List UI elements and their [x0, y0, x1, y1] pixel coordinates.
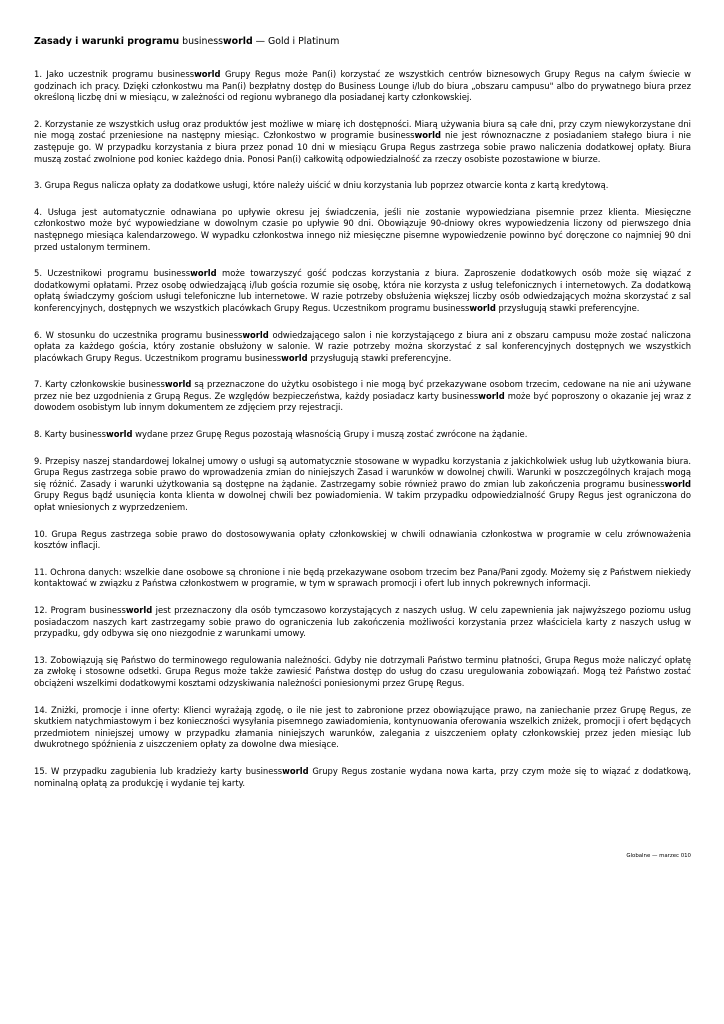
paragraph-text: 4. Usługa jest automatycznie odnawiana po upływie okresu jej świadczenia, jeśli nie zostanie wypowiedziana pisemnie przez klienta. Miesięczne członkostwo może być wypowiedziane w dowolnym czasie po upływie 90 dni. Obowiązuje 90-dniowy okres wypowiedzenia liczony od pierwszego dnia następnego miesiąca kalendarzowego. W wypadku członkostwa innego niż miesięczne pisemne wypowiedzenie powinno być doręczone co najmniej 90 dni przed ustalonym terminem. — [34, 206, 691, 252]
brand-word: world — [469, 302, 496, 313]
term-paragraph — [34, 766, 691, 789]
title-main: Zasady i warunki programu — [34, 36, 180, 47]
paragraph-text: nie jest równoznaczne z posiadaniem stałego biura i nie zastępuje go. W przypadku korzystania z biura przez ponad 10 dni w miesiącu Grupa Regus zastrzega sobie prawo naliczenia dodatkowej opłaty. Biura muszą zostać zwolnione pod koniec każdego dnia. Ponosi Pan(i) całkowitą odpowiedzialność za rzeczy osobiste pozostawione w biurze. — [34, 130, 691, 164]
brand-word: world — [281, 352, 308, 363]
title-rest: — Gold i Platinum — [252, 36, 340, 47]
paragraph-text: 14. Zniżki, promocje i inne oferty: Klienci wyrażają zgodę, o ile nie jest to zabronione przez obowiązujące prawo, na zaniechanie przez Grupę Regus, ze skutkiem natychmiastowym i bez konieczności wysyłania pisemnego zawiadomienia, kontynuowania oferowania wszelkich zniżek, promocji i ofert będących przedmiotem niniejszej umowy w przypadku złamania niniejszych warunków, zalegania z uiszczeniem opłaty członkowskiej przez jeden miesiąc lub dwukrotnego spóźnienia z uiszczeniem opłaty za dowolne dwa miesiące. — [34, 704, 691, 750]
term-paragraph — [34, 119, 691, 165]
title-brand-prefix: business — [179, 36, 223, 47]
brand-word: world — [414, 130, 441, 141]
brand-word: world — [190, 268, 217, 279]
term-paragraph — [34, 567, 691, 590]
term-paragraph — [34, 456, 691, 514]
term-paragraph — [34, 429, 691, 441]
paragraph-text: przysługują stawki preferencyjne. — [495, 302, 640, 313]
paragraph-text: 9. Przepisy naszej standardowej lokalnej umowy o usługi są automatycznie stosowane w wypadku korzystania z jakichkolwiek usług lub użytkowania biura. Grupa Regus zastrzega sobie prawo do wprowadzenia zmian do niniejszych Zasad i warunków w dowolnej chwili. Warunki w poszczególnych krajach mogą się różnić. Zasady i warunki użytkowania są dostępne na żądanie. Zastrzegamy sobie również prawo do zmian lub zakończenia programu business — [34, 455, 691, 489]
term-paragraph — [34, 268, 691, 314]
paragraph-text: Grupy Regus może Pan(i) korzystać ze wszystkich centrów biznesowych Grupy Regus na całym świecie w godzinach ich pracy. Dzięki członkostwu ma Pan(i) bezpłatny dostęp do Business Lounge i/lub do biura „obszaru campusu" albo do prywatnego biura przez określoną liczbę dni w miesiącu, w zależności od regionu wybranego dla posiadanej karty członkowskiej. — [34, 69, 691, 103]
paragraph-text: odwiedzającego salon i nie korzystającego z biura ani z obszaru campusu może zostać naliczona opłata za każdego gościa, który zostanie obsłużony w salonie. W razie potrzeby można skorzystać z sal konferencyjnych dostępnych we wszystkich placówkach Grupy Regus. Uczestnikom programu business — [34, 329, 691, 363]
term-paragraph — [34, 69, 691, 104]
paragraph-text: 1. Jako uczestnik programu business — [34, 69, 195, 79]
paragraph-text: 8. Karty business — [34, 429, 106, 440]
terms-list — [34, 69, 691, 789]
paragraph-text: 2. Korzystanie ze wszystkich usług oraz produktów jest możliwe w miarę ich dostępności. Miarą używania biura są całe dni, przy czym niewykorzystane dni nie mogą zostać przeniesione na następny miesiąc. Członkostwo w programie business — [34, 118, 691, 141]
term-paragraph — [34, 180, 691, 192]
paragraph-text: 10. Grupa Regus zastrzega sobie prawo do dostosowywania opłaty członkowskiej w chwili odnawiania członkostwa w programie w celu zrównoważenia kosztów inflacji. — [34, 528, 691, 551]
paragraph-text: są przeznaczone do użytku osobistego i nie mogą być przekazywane osobom trzecim, cedowane na nie ani używane przez nie bez uzgodnienia z Grupą Regus. Ze względów bezpieczeństwa, każdy posiadacz karty business — [34, 379, 691, 401]
paragraph-text: 5. Uczestnikowi programu business — [34, 268, 191, 279]
paragraph-text: Grupy Regus zostanie wydana nowa karta, przy czym może się to wiązać z dodatkową, nominalną opłatą za produkcję i wydanie tej karty. — [34, 765, 691, 788]
brand-word: world — [242, 329, 269, 340]
brand-word: world — [282, 765, 309, 776]
paragraph-text: 12. Program business — [34, 605, 126, 615]
document-title — [34, 36, 691, 48]
brand-word: world — [164, 379, 192, 390]
paragraph-text: wydane przez Grupę Regus pozostają własnością Grupy i muszą zostać zwrócone na żądanie. — [132, 429, 528, 440]
term-paragraph — [34, 379, 691, 414]
paragraph-text: 11. Ochrona danych: wszelkie dane osobowe są chronione i nie będą przekazywane osobom trzecim bez Pana/Pani zgody. Możemy się z Państwem niekiedy kontaktować w związku z Państwa członkostwem w programie, w tym w sprawach promocji i ofert lub innych pokrewnych informacji. — [34, 566, 691, 589]
paragraph-text: przysługują stawki preferencyjne. — [307, 352, 452, 363]
footer-note: Globalne — marzec 010 — [626, 853, 691, 859]
paragraph-text: 6. W stosunku do uczestnika programu business — [34, 329, 243, 340]
brand-word: world — [664, 478, 691, 489]
brand-word: world — [478, 390, 505, 401]
paragraph-text: może być poproszony o okazanie jej wraz z dowodem osobistym lub innym dokumentem ze zdjęciem przy rejestracji. — [34, 390, 691, 413]
paragraph-text: 13. Zobowiązują się Państwo do terminowego regulowania należności. Gdyby nie dotrzymali Państwo terminu płatności, Grupa Regus może naliczyć opłatę za zwłokę i stosowne odsetki. Grupa Regus może także zawiesić Państwa dostęp do usług do czasu uregulowania zobowiązań. Mogą też Państwo zostać obciążeni wszelkimi dodatkowymi kosztami odzyskiwania należności poniesionymi przez Grupę Regus. — [34, 654, 691, 688]
title-brand-suffix: world — [223, 36, 253, 47]
brand-word: world — [105, 429, 133, 440]
term-paragraph — [34, 705, 691, 751]
paragraph-text: 15. W przypadku zagubienia lub kradzieży karty business — [34, 765, 283, 776]
term-paragraph — [34, 207, 691, 253]
brand-word: world — [125, 605, 153, 615]
term-paragraph — [34, 330, 691, 365]
paragraph-text: Grupy Regus bądź usunięcia konta klienta w dowolnej chwili bez powiadomienia. W takim przypadku odpowiedzialność Grupy Regus jest ograniczona do opłat wniesionych z wyprzedzeniem. — [34, 490, 691, 513]
term-paragraph — [34, 529, 691, 552]
paragraph-text: 3. Grupa Regus nalicza opłaty za dodatkowe usługi, które należy uiścić w dniu korzystania lub poprzez otwarcie konta z kartą kredytową. — [34, 180, 609, 191]
term-paragraph — [34, 605, 691, 640]
paragraph-text: może towarzyszyć gość podczas korzystania z biura. Zaproszenie dodatkowych osób może się wiązać z dodatkowymi opłatami. Przez osobę odwiedzającą i/lub gościa rozumie się osobę, która nie korzysta z usług telefonicznych i internetowych. Za dodatkową opłatą świadczymy gościom usługi telefoniczne lub internetowe. W razie potrzeby obsłużenia większej liczby osób odwiedzających można skorzystać z sal konferencyjnych, dostępnych we wszystkich placówkach Grupy Regus. Uczestnikom programu business — [34, 268, 692, 313]
term-paragraph — [34, 655, 691, 690]
brand-word: world — [194, 69, 221, 79]
paragraph-text: jest przeznaczony dla osób tymczasowo korzystających z naszych usług. W celu zapewnienia jak najwyższego poziomu usług posiadaczom naszych kart zastrzegamy sobie prawo do ograniczenia lub zakończenia możliwości korzystania przez właściciela karty z naszych usług w przypadku, gdy odbywa się ono niezgodnie z warunkami umowy. — [34, 605, 691, 639]
paragraph-text: 7. Karty członkowskie business — [34, 379, 165, 390]
